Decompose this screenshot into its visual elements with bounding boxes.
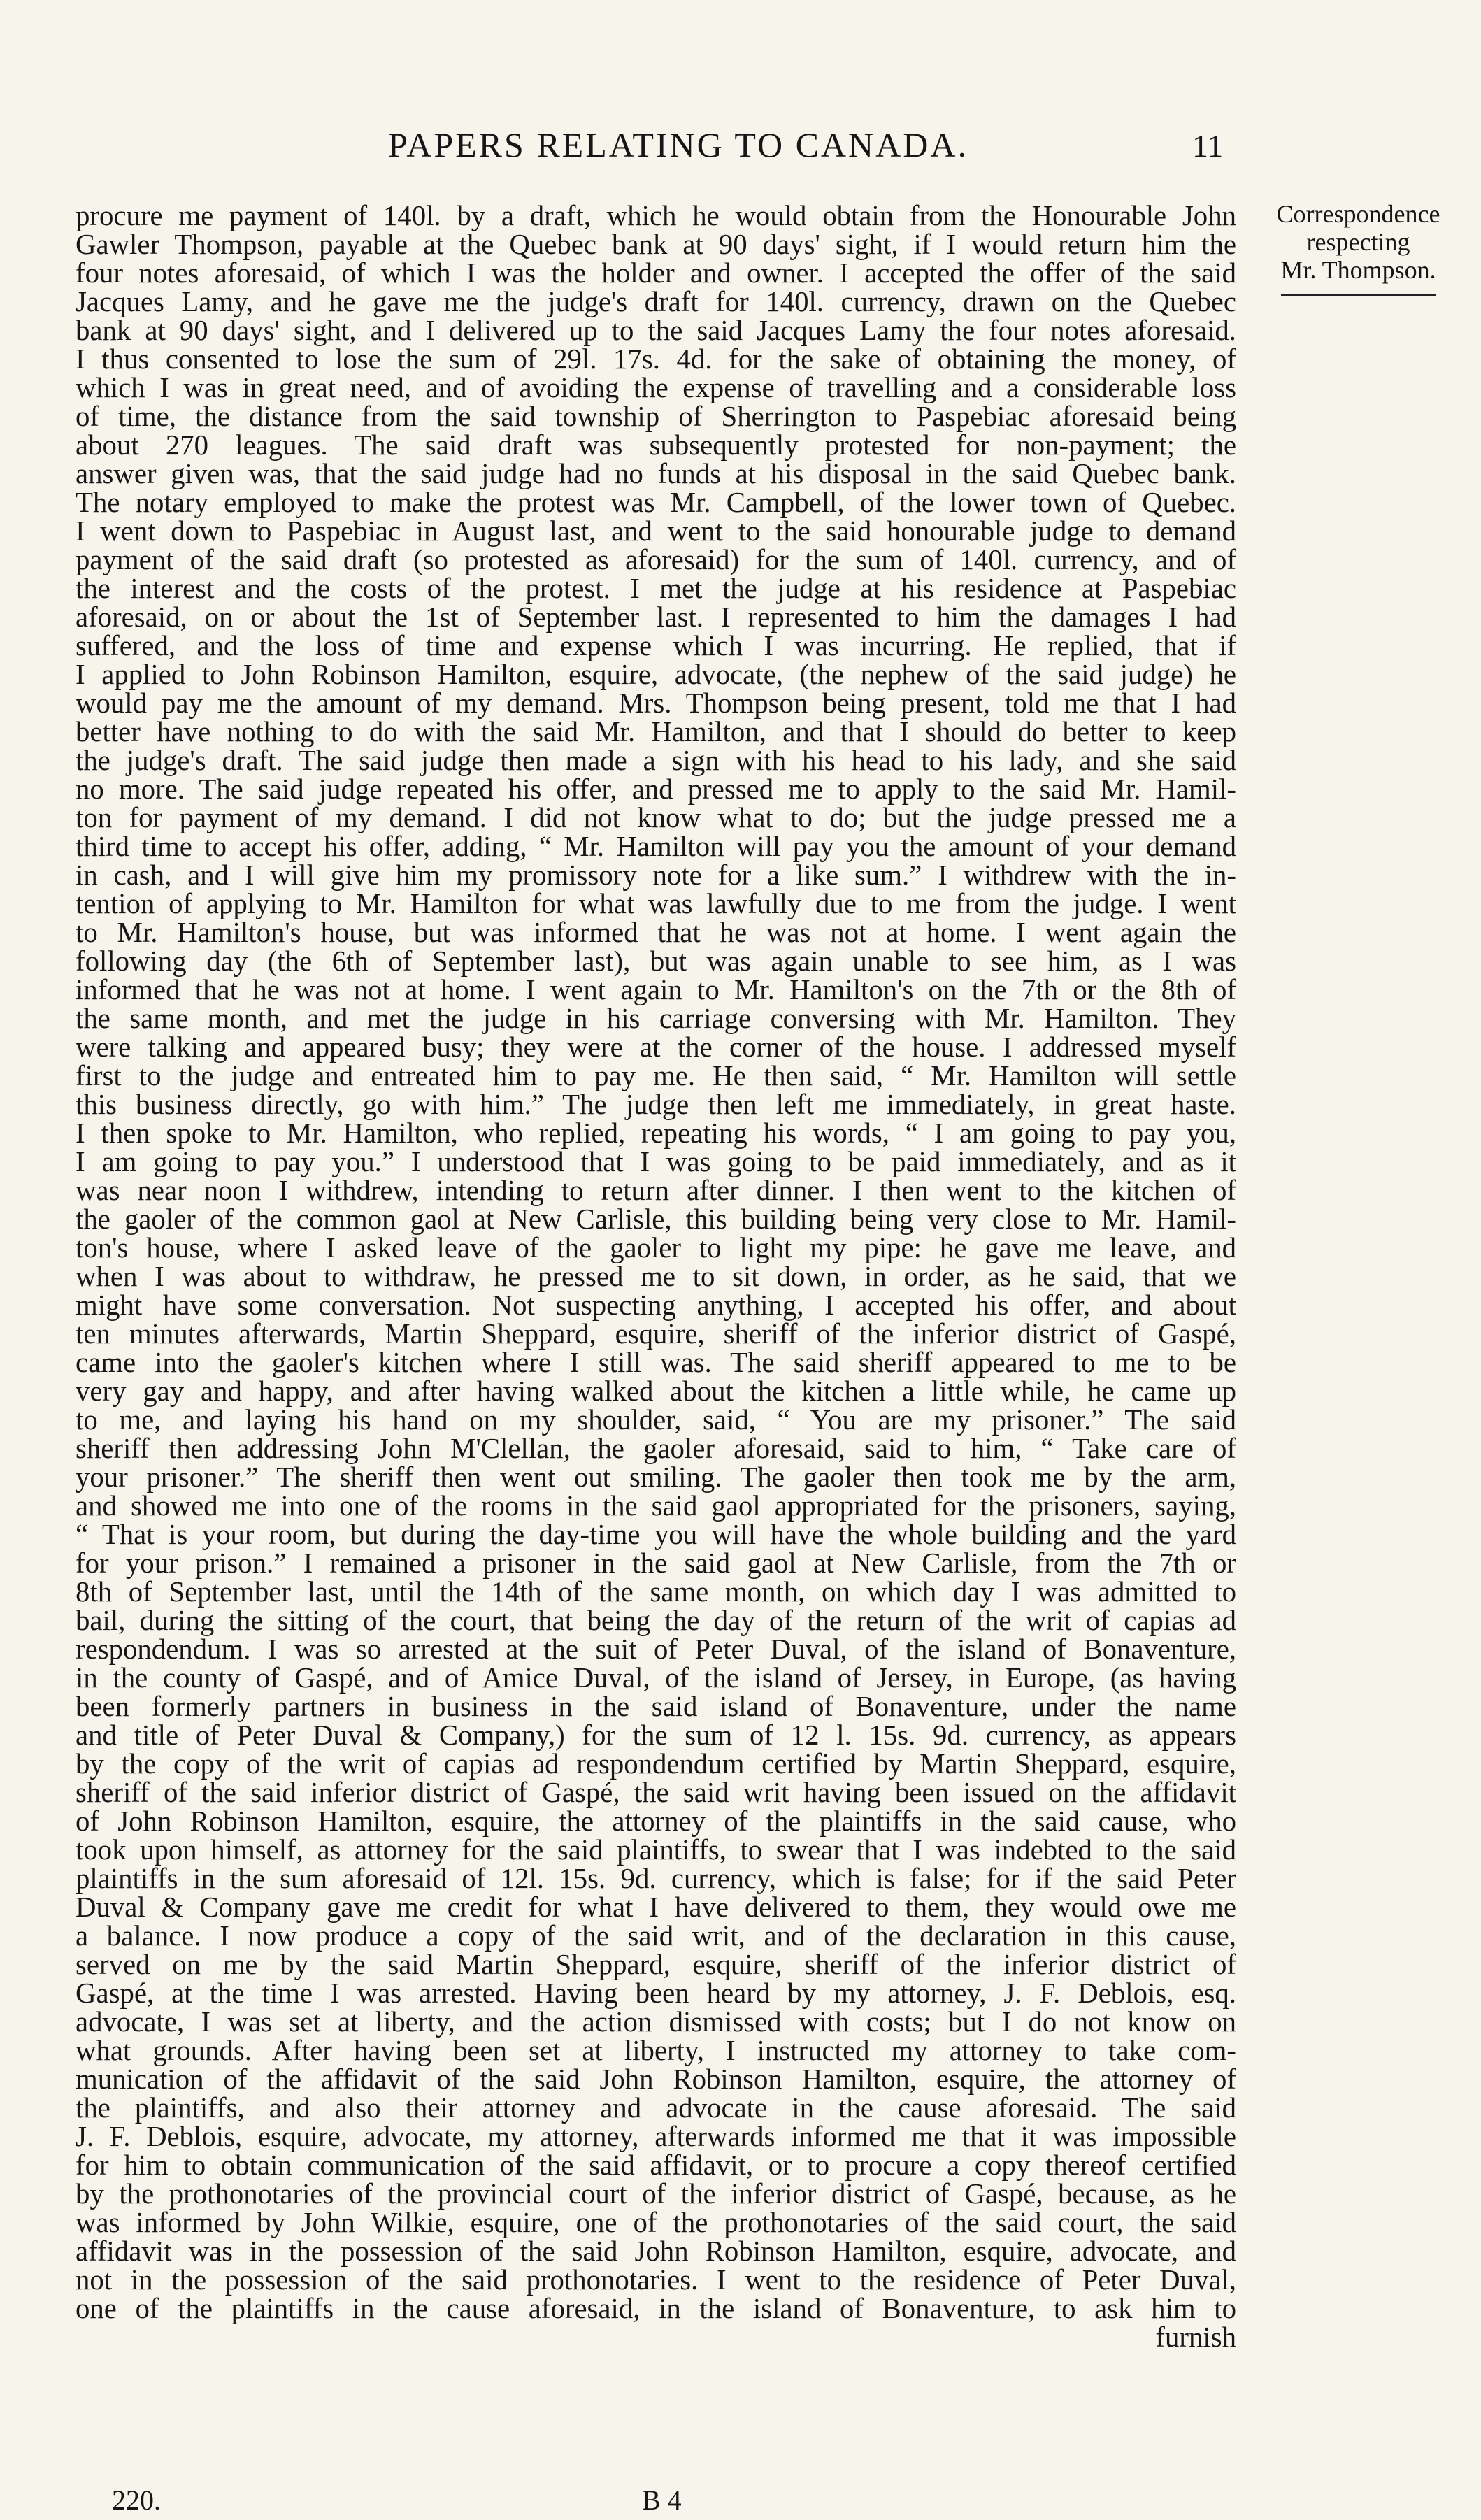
text-line: when I was about to withdraw, he pressed me to sit down, in order, as he said, that we [76, 1261, 1236, 1292]
marginal-note [1259, 200, 1458, 284]
text-line: the plaintiffs, and also their attorney and advocate in the cause aforesaid. The said [76, 2092, 1236, 2124]
text-line: I went down to Paspebiac in August last, and went to the said honourable judge to demand [76, 515, 1236, 547]
text-line: which I was in great need, and of avoiding the expense of travelling and a considerable loss [76, 372, 1236, 403]
text-line: in cash, and I will give him my promissory note for a like sum.” I withdrew with the in- [76, 859, 1236, 891]
text-line: were talking and appeared busy; they were at the corner of the house. I addressed myself [76, 1031, 1236, 1063]
text-line: a balance. I now produce a copy of the said writ, and of the declaration in this cause, [76, 1920, 1236, 1952]
body-text [76, 201, 1236, 2351]
text-line: bail, during the sitting of the court, that being the day of the return of the writ of capias ad [76, 1605, 1236, 1636]
text-line: might have some conversation. Not suspecting anything, I accepted his offer, and about [76, 1289, 1236, 1321]
text-line: following day (the 6th of September last), but was again unable to see him, as I was [76, 945, 1236, 977]
signature-mark: 220. [112, 2484, 161, 2516]
text-line: advocate, I was set at liberty, and the action dismissed with costs; but I do not know on [76, 2006, 1236, 2038]
text-line: took upon himself, as attorney for the said plaintiffs, to swear that I was indebted to the said [76, 1834, 1236, 1866]
marginal-note-line: Mr. Thompson. [1280, 256, 1436, 284]
text-line: served on me by the said Martin Sheppard, esquire, sheriff of the inferior district of [76, 1949, 1236, 1980]
text-line: four notes aforesaid, of which I was the holder and owner. I accepted the offer of the said [76, 257, 1236, 289]
text-line: of John Robinson Hamilton, esquire, the attorney of the plaintiffs in the said cause, who [76, 1805, 1236, 1837]
text-line: very gay and happy, and after having walked about the kitchen a little while, he came up [76, 1375, 1236, 1407]
marginal-note-line: Correspondence [1276, 200, 1440, 228]
text-line: sheriff then addressing John M'Clellan, the gaoler aforesaid, said to him, “ Take care of [76, 1433, 1236, 1464]
text-line: informed that he was not at home. I went again to Mr. Hamilton's on the 7th or the 8th of [76, 974, 1236, 1005]
text-line: the interest and the costs of the protest. I met the judge at his residence at Paspebiac [76, 573, 1236, 604]
text-line: of time, the distance from the said township of Sherrington to Paspebiac aforesaid being [76, 401, 1236, 432]
text-line: not in the possession of the said prothonotaries. I went to the residence of Peter Duval, [76, 2264, 1236, 2296]
text-line: in the county of Gaspé, and of Amice Duval, of the island of Jersey, in Europe, (as having [76, 1662, 1236, 1694]
text-line: was informed by John Wilkie, esquire, one of the prothonotaries of the said court, the said [76, 2207, 1236, 2238]
text-line: tention of applying to Mr. Hamilton for what was lawfully due to me from the judge. I went [76, 888, 1236, 919]
text-line: been formerly partners in business in the said island of Bonaventure, under the name [76, 1691, 1236, 1722]
text-line: and showed me into one of the rooms in the said gaol appropriated for the prisoners, saying, [76, 1490, 1236, 1522]
text-line: aforesaid, on or about the 1st of September last. I represented to him the damages I had [76, 601, 1236, 633]
text-line: plaintiffs in the sum aforesaid of 12l. 15s. 9d. currency, which is false; for if the said Peter [76, 1863, 1236, 1894]
text-line: no more. The said judge repeated his offer, and pressed me to apply to the said Mr. Hamil- [76, 773, 1236, 805]
text-line: ton's house, where I asked leave of the gaoler to light my pipe: he gave me leave, and [76, 1232, 1236, 1263]
text-line: sheriff of the said inferior district of Gaspé, the said writ having been issued on the affidavit [76, 1777, 1236, 1808]
text-line: ten minutes afterwards, Martin Sheppard, esquire, sheriff of the inferior district of Gaspé, [76, 1318, 1236, 1350]
text-line: Gaspé, at the time I was arrested. Having been heard by my attorney, J. F. Deblois, esq. [76, 1977, 1236, 2009]
text-line: the judge's draft. The said judge then made a sign with his head to his lady, and she said [76, 745, 1236, 776]
text-line: I thus consented to lose the sum of 29l. 17s. 4d. for the sake of obtaining the money, of [76, 343, 1236, 375]
text-line: I applied to John Robinson Hamilton, esquire, advocate, (the nephew of the said judge) he [76, 659, 1236, 690]
text-line: procure me payment of 140l. by a draft, which he would obtain from the Honourable John [76, 200, 1236, 231]
text-line: suffered, and the loss of time and expense which I was incurring. He replied, that if [76, 630, 1236, 661]
text-line: bank at 90 days' sight, and I delivered up to the said Jacques Lamy the four notes aforesaid. [76, 315, 1236, 346]
text-line: for him to obtain communication of the said affidavit, or to procure a copy thereof certified [76, 2149, 1236, 2181]
text-line: ton for payment of my demand. I did not know what to do; but the judge pressed me a [76, 802, 1236, 833]
text-line: your prisoner.” The sheriff then went out smiling. The gaoler then took me by the arm, [76, 1461, 1236, 1493]
text-line: for your prison.” I remained a prisoner in the said gaol at New Carlisle, from the 7th or [76, 1547, 1236, 1579]
text-line: third time to accept his offer, adding, “ Mr. Hamilton will pay you the amount of your demand [76, 831, 1236, 862]
text-line: by the copy of the writ of capias ad respondendum certified by Martin Sheppard, esquire, [76, 1748, 1236, 1780]
text-line: first to the judge and entreated him to pay me. He then said, “ Mr. Hamilton will settle [76, 1060, 1236, 1091]
marginal-note-line: respecting [1306, 228, 1410, 256]
text-line: I am going to pay you.” I understood that I was going to be paid immediately, and as it [76, 1146, 1236, 1177]
page-number: 11 [1192, 128, 1224, 164]
text-line: “ That is your room, but during the day-time you will have the whole building and the yard [76, 1519, 1236, 1550]
text-line: came into the gaoler's kitchen where I still was. The said sheriff appeared to me to be [76, 1347, 1236, 1378]
text-line: munication of the affidavit of the said John Robinson Hamilton, esquire, the attorney of [76, 2063, 1236, 2095]
text-line: Gawler Thompson, payable at the Quebec bank at 90 days' sight, if I would return him the [76, 229, 1236, 260]
text-line: Jacques Lamy, and he gave me the judge's draft for 140l. currency, drawn on the Quebec [76, 286, 1236, 317]
text-line: The notary employed to make the protest was Mr. Campbell, of the lower town of Quebec. [76, 487, 1236, 518]
text-line: by the prothonotaries of the provincial court of the inferior district of Gaspé, because, as he [76, 2178, 1236, 2210]
text-line: about 270 leagues. The said draft was subsequently protested for non-payment; the [76, 429, 1236, 461]
text-line: would pay me the amount of my demand. Mrs. Thompson being present, told me that I had [76, 687, 1236, 719]
signature-letter: B 4 [642, 2484, 682, 2516]
running-head-title: PAPERS RELATING TO CANADA. [388, 125, 968, 164]
text-line: what grounds. After having been set at liberty, I instructed my attorney to take com- [76, 2035, 1236, 2066]
text-line: this business directly, go with him.” The judge then left me immediately, in great haste. [76, 1089, 1236, 1120]
text-line: 8th of September last, until the 14th of the same month, on which day I was admitted to [76, 1576, 1236, 1608]
text-line: to Mr. Hamilton's house, but was informed that he was not at home. I went again the [76, 917, 1236, 948]
text-line: one of the plaintiffs in the cause aforesaid, in the island of Bonaventure, to ask him to [76, 2293, 1236, 2324]
text-line: J. F. Deblois, esquire, advocate, my attorney, afterwards informed me that it was impossible [76, 2121, 1236, 2152]
text-line: answer given was, that the said judge had no funds at his disposal in the said Quebec bank. [76, 458, 1236, 489]
text-line: the gaoler of the common gaol at New Carlisle, this building being very close to Mr. Hamil- [76, 1203, 1236, 1235]
text-line: to me, and laying his hand on my shoulder, said, “ You are my prisoner.” The said [76, 1404, 1236, 1436]
text-line: furnish [1155, 2321, 1236, 2353]
marginal-note-rule [1281, 294, 1436, 296]
text-line: was near noon I withdrew, intending to return after dinner. I then went to the kitchen of [76, 1175, 1236, 1206]
text-line: better have nothing to do with the said Mr. Hamilton, and that I should do better to keep [76, 716, 1236, 747]
text-line: and title of Peter Duval & Company,) for the sum of 12 l. 15s. 9d. currency, as appears [76, 1719, 1236, 1751]
text-line: I then spoke to Mr. Hamilton, who replied, repeating his words, “ I am going to pay you, [76, 1117, 1236, 1149]
text-line: affidavit was in the possession of the said John Robinson Hamilton, esquire, advocate, and [76, 2235, 1236, 2267]
text-line: respondendum. I was so arrested at the suit of Peter Duval, of the island of Bonaventure, [76, 1633, 1236, 1665]
text-line: the same month, and met the judge in his carriage conversing with Mr. Hamilton. They [76, 1003, 1236, 1034]
text-line: payment of the said draft (so protested as aforesaid) for the sum of 140l. currency, and of [76, 544, 1236, 575]
text-line: Duval & Company gave me credit for what I have delivered to them, they would owe me [76, 1891, 1236, 1923]
